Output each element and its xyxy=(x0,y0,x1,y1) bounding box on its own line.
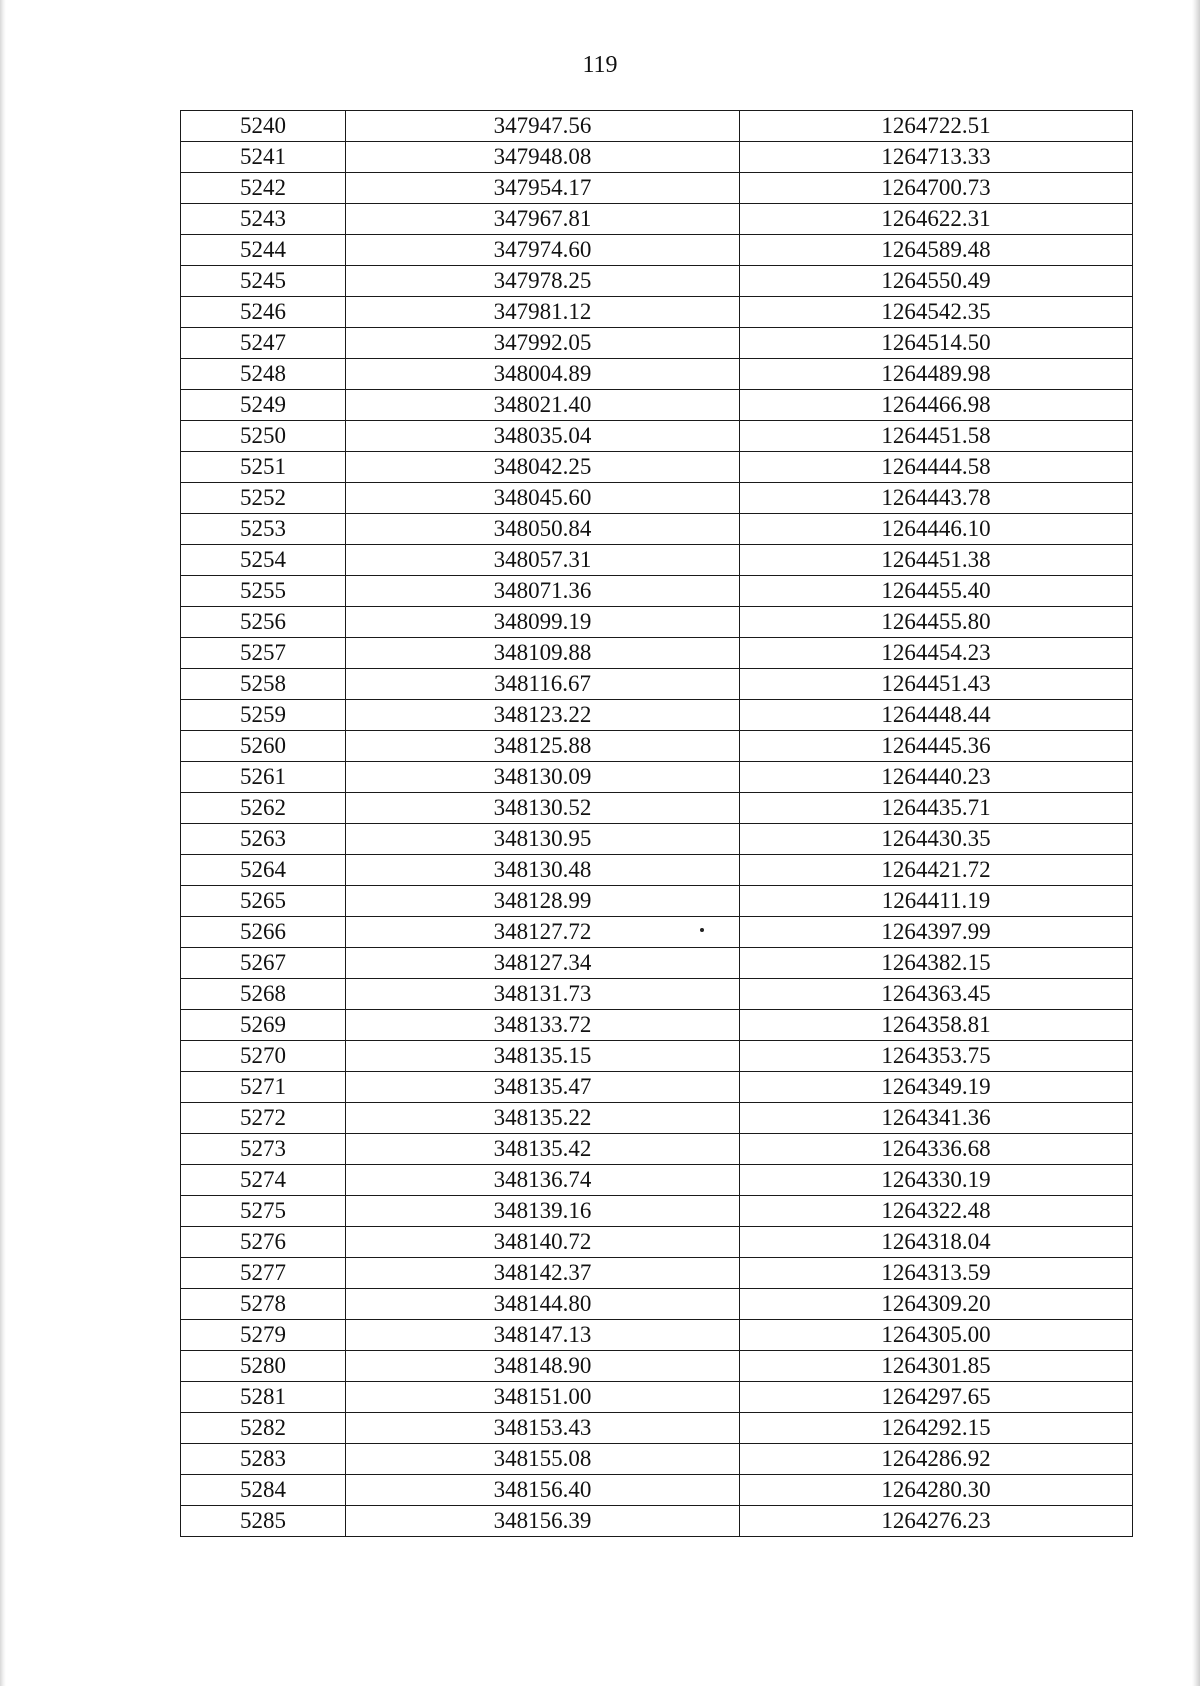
coordinates-table xyxy=(180,110,1133,1537)
point-number-cell: 5278 xyxy=(181,1289,346,1320)
x-coordinate-cell: 348128.99 xyxy=(346,886,740,917)
table-row xyxy=(181,731,1133,762)
table-row xyxy=(181,1103,1133,1134)
table-row xyxy=(181,607,1133,638)
x-coordinate-cell: 348099.19 xyxy=(346,607,740,638)
x-coordinate-cell: 347981.12 xyxy=(346,297,740,328)
y-coordinate-cell: 1264722.51 xyxy=(740,111,1133,142)
y-coordinate-cell: 1264421.72 xyxy=(740,855,1133,886)
y-coordinate-cell: 1264440.23 xyxy=(740,762,1133,793)
y-coordinate-cell: 1264489.98 xyxy=(740,359,1133,390)
point-number-cell: 5274 xyxy=(181,1165,346,1196)
y-coordinate-cell: 1264466.98 xyxy=(740,390,1133,421)
table-row xyxy=(181,421,1133,452)
point-number-cell: 5275 xyxy=(181,1196,346,1227)
point-number-cell: 5250 xyxy=(181,421,346,452)
y-coordinate-cell: 1264451.43 xyxy=(740,669,1133,700)
y-coordinate-cell: 1264358.81 xyxy=(740,1010,1133,1041)
x-coordinate-cell: 348123.22 xyxy=(346,700,740,731)
point-number-cell: 5259 xyxy=(181,700,346,731)
table-row xyxy=(181,1196,1133,1227)
y-coordinate-cell: 1264448.44 xyxy=(740,700,1133,731)
x-coordinate-cell: 347947.56 xyxy=(346,111,740,142)
y-coordinate-cell: 1264280.30 xyxy=(740,1475,1133,1506)
x-coordinate-cell: 348130.95 xyxy=(346,824,740,855)
x-coordinate-cell: 348035.04 xyxy=(346,421,740,452)
point-number-cell: 5255 xyxy=(181,576,346,607)
point-number-cell: 5285 xyxy=(181,1506,346,1537)
point-number-cell: 5283 xyxy=(181,1444,346,1475)
point-number-cell: 5261 xyxy=(181,762,346,793)
point-number-cell: 5266 xyxy=(181,917,346,948)
coordinates-table-body xyxy=(181,111,1133,1537)
stray-mark xyxy=(700,928,704,932)
x-coordinate-cell: 348050.84 xyxy=(346,514,740,545)
x-coordinate-cell: 348144.80 xyxy=(346,1289,740,1320)
table-row xyxy=(181,204,1133,235)
x-coordinate-cell: 348135.22 xyxy=(346,1103,740,1134)
scan-edge-left xyxy=(0,0,6,1686)
table-row xyxy=(181,1382,1133,1413)
point-number-cell: 5262 xyxy=(181,793,346,824)
x-coordinate-cell: 348142.37 xyxy=(346,1258,740,1289)
y-coordinate-cell: 1264451.38 xyxy=(740,545,1133,576)
table-row xyxy=(181,1506,1133,1537)
table-row xyxy=(181,1227,1133,1258)
point-number-cell: 5268 xyxy=(181,979,346,1010)
x-coordinate-cell: 348135.47 xyxy=(346,1072,740,1103)
point-number-cell: 5273 xyxy=(181,1134,346,1165)
table-row xyxy=(181,545,1133,576)
y-coordinate-cell: 1264363.45 xyxy=(740,979,1133,1010)
point-number-cell: 5246 xyxy=(181,297,346,328)
point-number-cell: 5276 xyxy=(181,1227,346,1258)
table-row xyxy=(181,1444,1133,1475)
x-coordinate-cell: 348127.34 xyxy=(346,948,740,979)
point-number-cell: 5253 xyxy=(181,514,346,545)
table-row xyxy=(181,390,1133,421)
point-number-cell: 5284 xyxy=(181,1475,346,1506)
table-row xyxy=(181,1041,1133,1072)
table-row xyxy=(181,483,1133,514)
table-row xyxy=(181,142,1133,173)
x-coordinate-cell: 348139.16 xyxy=(346,1196,740,1227)
point-number-cell: 5256 xyxy=(181,607,346,638)
y-coordinate-cell: 1264309.20 xyxy=(740,1289,1133,1320)
table-row xyxy=(181,1413,1133,1444)
y-coordinate-cell: 1264382.15 xyxy=(740,948,1133,979)
table-row xyxy=(181,1475,1133,1506)
y-coordinate-cell: 1264397.99 xyxy=(740,917,1133,948)
y-coordinate-cell: 1264446.10 xyxy=(740,514,1133,545)
x-coordinate-cell: 348133.72 xyxy=(346,1010,740,1041)
point-number-cell: 5258 xyxy=(181,669,346,700)
y-coordinate-cell: 1264550.49 xyxy=(740,266,1133,297)
point-number-cell: 5242 xyxy=(181,173,346,204)
x-coordinate-cell: 347992.05 xyxy=(346,328,740,359)
point-number-cell: 5251 xyxy=(181,452,346,483)
point-number-cell: 5263 xyxy=(181,824,346,855)
y-coordinate-cell: 1264330.19 xyxy=(740,1165,1133,1196)
y-coordinate-cell: 1264435.71 xyxy=(740,793,1133,824)
y-coordinate-cell: 1264430.35 xyxy=(740,824,1133,855)
x-coordinate-cell: 348004.89 xyxy=(346,359,740,390)
table-row xyxy=(181,514,1133,545)
y-coordinate-cell: 1264622.31 xyxy=(740,204,1133,235)
x-coordinate-cell: 348135.42 xyxy=(346,1134,740,1165)
point-number-cell: 5248 xyxy=(181,359,346,390)
y-coordinate-cell: 1264297.65 xyxy=(740,1382,1133,1413)
point-number-cell: 5249 xyxy=(181,390,346,421)
point-number-cell: 5282 xyxy=(181,1413,346,1444)
x-coordinate-cell: 348071.36 xyxy=(346,576,740,607)
x-coordinate-cell: 348130.52 xyxy=(346,793,740,824)
x-coordinate-cell: 347954.17 xyxy=(346,173,740,204)
point-number-cell: 5260 xyxy=(181,731,346,762)
x-coordinate-cell: 348021.40 xyxy=(346,390,740,421)
point-number-cell: 5252 xyxy=(181,483,346,514)
x-coordinate-cell: 348131.73 xyxy=(346,979,740,1010)
table-row xyxy=(181,762,1133,793)
table-row xyxy=(181,235,1133,266)
x-coordinate-cell: 348147.13 xyxy=(346,1320,740,1351)
point-number-cell: 5257 xyxy=(181,638,346,669)
table-row xyxy=(181,1072,1133,1103)
table-row xyxy=(181,638,1133,669)
table-row xyxy=(181,917,1133,948)
y-coordinate-cell: 1264353.75 xyxy=(740,1041,1133,1072)
y-coordinate-cell: 1264305.00 xyxy=(740,1320,1133,1351)
y-coordinate-cell: 1264454.23 xyxy=(740,638,1133,669)
point-number-cell: 5265 xyxy=(181,886,346,917)
table-row xyxy=(181,1010,1133,1041)
y-coordinate-cell: 1264514.50 xyxy=(740,328,1133,359)
point-number-cell: 5243 xyxy=(181,204,346,235)
table-row xyxy=(181,700,1133,731)
x-coordinate-cell: 347967.81 xyxy=(346,204,740,235)
x-coordinate-cell: 348148.90 xyxy=(346,1351,740,1382)
x-coordinate-cell: 348151.00 xyxy=(346,1382,740,1413)
x-coordinate-cell: 348125.88 xyxy=(346,731,740,762)
x-coordinate-cell: 347978.25 xyxy=(346,266,740,297)
y-coordinate-cell: 1264286.92 xyxy=(740,1444,1133,1475)
point-number-cell: 5254 xyxy=(181,545,346,576)
table-row xyxy=(181,266,1133,297)
x-coordinate-cell: 348136.74 xyxy=(346,1165,740,1196)
x-coordinate-cell: 347948.08 xyxy=(346,142,740,173)
y-coordinate-cell: 1264445.36 xyxy=(740,731,1133,762)
table-row xyxy=(181,173,1133,204)
x-coordinate-cell: 348156.40 xyxy=(346,1475,740,1506)
point-number-cell: 5264 xyxy=(181,855,346,886)
table-row xyxy=(181,576,1133,607)
x-coordinate-cell: 348045.60 xyxy=(346,483,740,514)
x-coordinate-cell: 348130.48 xyxy=(346,855,740,886)
y-coordinate-cell: 1264443.78 xyxy=(740,483,1133,514)
y-coordinate-cell: 1264411.19 xyxy=(740,886,1133,917)
y-coordinate-cell: 1264444.58 xyxy=(740,452,1133,483)
point-number-cell: 5270 xyxy=(181,1041,346,1072)
x-coordinate-cell: 348109.88 xyxy=(346,638,740,669)
point-number-cell: 5272 xyxy=(181,1103,346,1134)
table-row xyxy=(181,111,1133,142)
y-coordinate-cell: 1264313.59 xyxy=(740,1258,1133,1289)
y-coordinate-cell: 1264455.40 xyxy=(740,576,1133,607)
point-number-cell: 5245 xyxy=(181,266,346,297)
y-coordinate-cell: 1264713.33 xyxy=(740,142,1133,173)
y-coordinate-cell: 1264336.68 xyxy=(740,1134,1133,1165)
x-coordinate-cell: 348135.15 xyxy=(346,1041,740,1072)
x-coordinate-cell: 348057.31 xyxy=(346,545,740,576)
table-row xyxy=(181,669,1133,700)
table-row xyxy=(181,948,1133,979)
y-coordinate-cell: 1264276.23 xyxy=(740,1506,1133,1537)
y-coordinate-cell: 1264349.19 xyxy=(740,1072,1133,1103)
y-coordinate-cell: 1264292.15 xyxy=(740,1413,1133,1444)
x-coordinate-cell: 348116.67 xyxy=(346,669,740,700)
table-row xyxy=(181,979,1133,1010)
point-number-cell: 5281 xyxy=(181,1382,346,1413)
table-row xyxy=(181,359,1133,390)
table-row xyxy=(181,1165,1133,1196)
scan-edge-right xyxy=(1192,0,1200,1686)
table-row xyxy=(181,452,1133,483)
y-coordinate-cell: 1264589.48 xyxy=(740,235,1133,266)
table-row xyxy=(181,1351,1133,1382)
table-row xyxy=(181,886,1133,917)
table-row xyxy=(181,297,1133,328)
table-row xyxy=(181,1320,1133,1351)
y-coordinate-cell: 1264322.48 xyxy=(740,1196,1133,1227)
x-coordinate-cell: 348155.08 xyxy=(346,1444,740,1475)
x-coordinate-cell: 348153.43 xyxy=(346,1413,740,1444)
table-row xyxy=(181,855,1133,886)
y-coordinate-cell: 1264301.85 xyxy=(740,1351,1133,1382)
x-coordinate-cell: 347974.60 xyxy=(346,235,740,266)
table-row xyxy=(181,328,1133,359)
x-coordinate-cell: 348127.72 xyxy=(346,917,740,948)
table-row xyxy=(181,1134,1133,1165)
table-row xyxy=(181,1258,1133,1289)
table-row xyxy=(181,793,1133,824)
y-coordinate-cell: 1264455.80 xyxy=(740,607,1133,638)
y-coordinate-cell: 1264700.73 xyxy=(740,173,1133,204)
y-coordinate-cell: 1264451.58 xyxy=(740,421,1133,452)
point-number-cell: 5271 xyxy=(181,1072,346,1103)
x-coordinate-cell: 348156.39 xyxy=(346,1506,740,1537)
y-coordinate-cell: 1264542.35 xyxy=(740,297,1133,328)
x-coordinate-cell: 348140.72 xyxy=(346,1227,740,1258)
y-coordinate-cell: 1264318.04 xyxy=(740,1227,1133,1258)
table-row xyxy=(181,824,1133,855)
table-row xyxy=(181,1289,1133,1320)
point-number-cell: 5244 xyxy=(181,235,346,266)
y-coordinate-cell: 1264341.36 xyxy=(740,1103,1133,1134)
point-number-cell: 5277 xyxy=(181,1258,346,1289)
page-number: 119 xyxy=(582,52,618,78)
point-number-cell: 5247 xyxy=(181,328,346,359)
point-number-cell: 5241 xyxy=(181,142,346,173)
point-number-cell: 5279 xyxy=(181,1320,346,1351)
x-coordinate-cell: 348042.25 xyxy=(346,452,740,483)
point-number-cell: 5280 xyxy=(181,1351,346,1382)
point-number-cell: 5267 xyxy=(181,948,346,979)
point-number-cell: 5240 xyxy=(181,111,346,142)
x-coordinate-cell: 348130.09 xyxy=(346,762,740,793)
point-number-cell: 5269 xyxy=(181,1010,346,1041)
